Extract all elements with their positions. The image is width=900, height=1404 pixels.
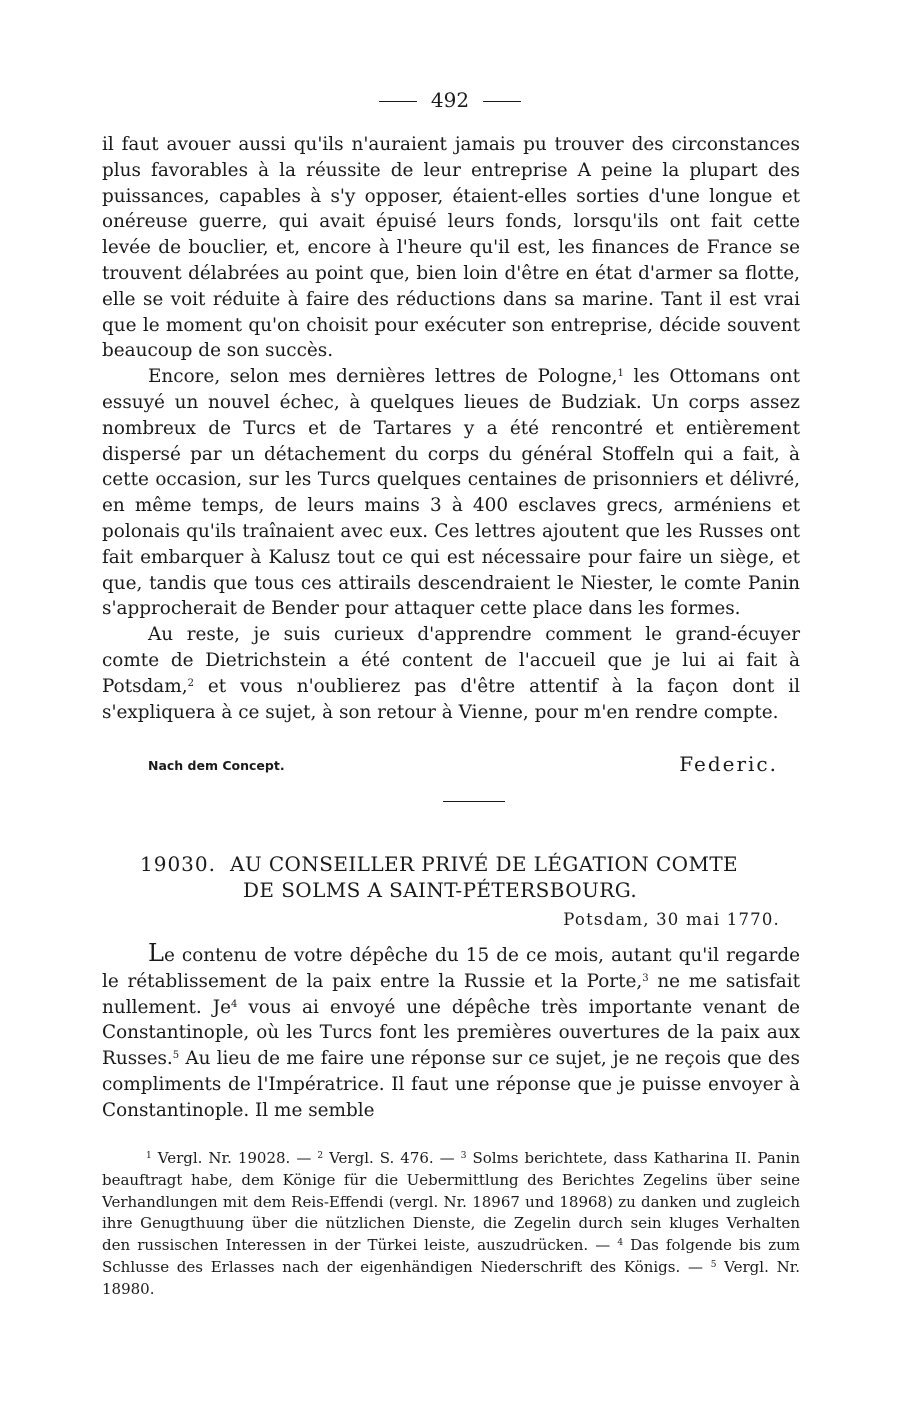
signature-line xyxy=(148,752,778,780)
footnote-ref-1: 1 xyxy=(617,368,624,380)
paragraph-3-text-a: Au reste, je suis curieux d'apprendre comment le grand-écuyer comte de Dietrichstein a été content de l'accueil que je lui ai fait à Potsdam, xyxy=(102,624,800,697)
letter-body-text-c: vous ai envoyé une dépêche très importante venant de Constantinople, où les Turcs font les premières ouvertures de la paix aux Russes. xyxy=(102,996,801,1070)
footnote-2-text: Vergl. S. 476. — xyxy=(323,1149,461,1167)
footnote-5-text: Vergl. Nr. 18980. xyxy=(102,1257,801,1298)
dateline xyxy=(563,910,780,929)
footnote-marker-4: 4 xyxy=(617,1238,624,1249)
section-separator xyxy=(443,801,505,802)
footnote-ref-3: 3 xyxy=(642,972,649,984)
letter-title-line-1: AU CONSEILLER PRIVÉ DE LÉGATION COMTE xyxy=(230,852,739,876)
footnote-ref-2: 2 xyxy=(187,677,194,689)
letter-number: 19030. xyxy=(140,852,216,876)
dateline-place: Potsdam, xyxy=(563,910,650,929)
header-dash-left xyxy=(379,101,417,102)
paragraph-2-text-b: les Ottomans ont essuyé un nouvel échec, à quelques lieues de Budziak. Un corps assez nombreux de Turcs et de Tartares y a été rencontré et entièrement dispersé par un détachement du corps du général Stoffeln qui a fait, à cette occasion, sur les Turcs quelques centaines de prisonniers et délivré, en même temps, de leurs mains 3 à 400 esclaves grecs, arméniens et polonais qu'ils traînaient avec eux. Ces lettres ajoutent que les Russes ont fait embarquer à Kalusz tout ce qui est nécessaire pour faire un siège, et que, tandis que tous ces attirails descendraient le Niester, le comte Panin s'approcherait de Bender pour attaquer cette place dans les formes. xyxy=(102,366,800,620)
footnote-4-text: Das folgende bis zum Schlusse des Erlasses nach der eigenhändigen Niederschrift des Königs. — xyxy=(102,1236,800,1276)
letter-continuation xyxy=(102,132,800,725)
source-note: Nach dem Concept. xyxy=(148,758,285,773)
signature: Federic. xyxy=(679,752,778,776)
letter-body-text-b: ne me satisfait nullement. Je xyxy=(102,970,800,1018)
footnote-ref-5: 5 xyxy=(172,1050,180,1062)
footnote-3-text: Solms berichtete, dass Katharina II. Panin beauftragt habe, dem Könige für die Uebermittlung des Berichtes Zegelins über seine Verhandlungen mit dem Reis-Effendi (vergl. Nr. 18967 und 18968) zu danken und zugleich ihre Genugthuung über die nützlichen Dienste, die Zegelin durch sein kluges Verhalten den russischen Interessen in der Türkei leiste, auszudrücken. — xyxy=(102,1149,800,1255)
letter-body xyxy=(102,941,800,1124)
page-header xyxy=(0,88,900,112)
paragraph-2 xyxy=(102,364,800,622)
footnote-marker-1: 1 xyxy=(146,1151,152,1161)
footnote-marker-5: 5 xyxy=(710,1259,717,1270)
paragraph-3 xyxy=(102,622,800,725)
footnotes-paragraph xyxy=(102,1148,800,1301)
footnote-marker-3: 3 xyxy=(460,1151,467,1161)
letter-body-text-d: Au lieu de me faire une réponse sur ce sujet, je ne reçois que des compliments de l'Impératrice. Il faut une réponse que je puisse envoyer à Constantinople. Il me semble xyxy=(102,1048,800,1121)
paragraph-2-text-a: Encore, selon mes dernières lettres de Pologne, xyxy=(148,366,618,388)
header-dash-right xyxy=(483,101,521,102)
footnotes xyxy=(102,1148,800,1301)
paragraph-1: il faut avouer aussi qu'ils n'auraient jamais pu trouver des circonstances plus favorables à la réussite de leur entreprise A peine la plupart des puissances, capables à s'y opposer, étaient-elles sorties d'une longue et onéreuse guerre, qui avait épuisé leurs fonds, lorsqu'ils ont fait cette levée de bouclier, et, encore à l'heure qu'il est, les finances de France se trouvent délabrées au point que, bien loin d'être en état d'armer sa flotte, elle se voit réduite à faire des réductions dans sa marine. Tant il est vrai que le moment qu'on choisit pour exécuter son entreprise, décide souvent beaucoup de son succès. xyxy=(102,134,800,362)
letter-body-paragraph xyxy=(102,941,800,1124)
footnote-marker-2: 2 xyxy=(317,1151,324,1161)
footnote-1-text: Vergl. Nr. 19028. — xyxy=(151,1149,318,1167)
letter-body-text-a: e contenu de votre dépêche du 15 de ce mois, autant qu'il regarde le rétablissement de la paix entre la Russie et la Porte, xyxy=(102,945,800,992)
dateline-date: 30 mai 1770. xyxy=(656,910,780,929)
page-number: 492 xyxy=(430,88,470,112)
footnote-ref-4: 4 xyxy=(230,998,238,1010)
paragraph-3-text-b: et vous n'oublierez pas d'être attentif à la façon dont il s'expliquera à ce sujet, à son retour à Vienne, pour m'en rendre compte. xyxy=(102,675,800,723)
letter-title-line-2: DE SOLMS A SAINT-PÉTERSBOURG. xyxy=(243,878,638,902)
initial-letter: L xyxy=(148,939,164,967)
